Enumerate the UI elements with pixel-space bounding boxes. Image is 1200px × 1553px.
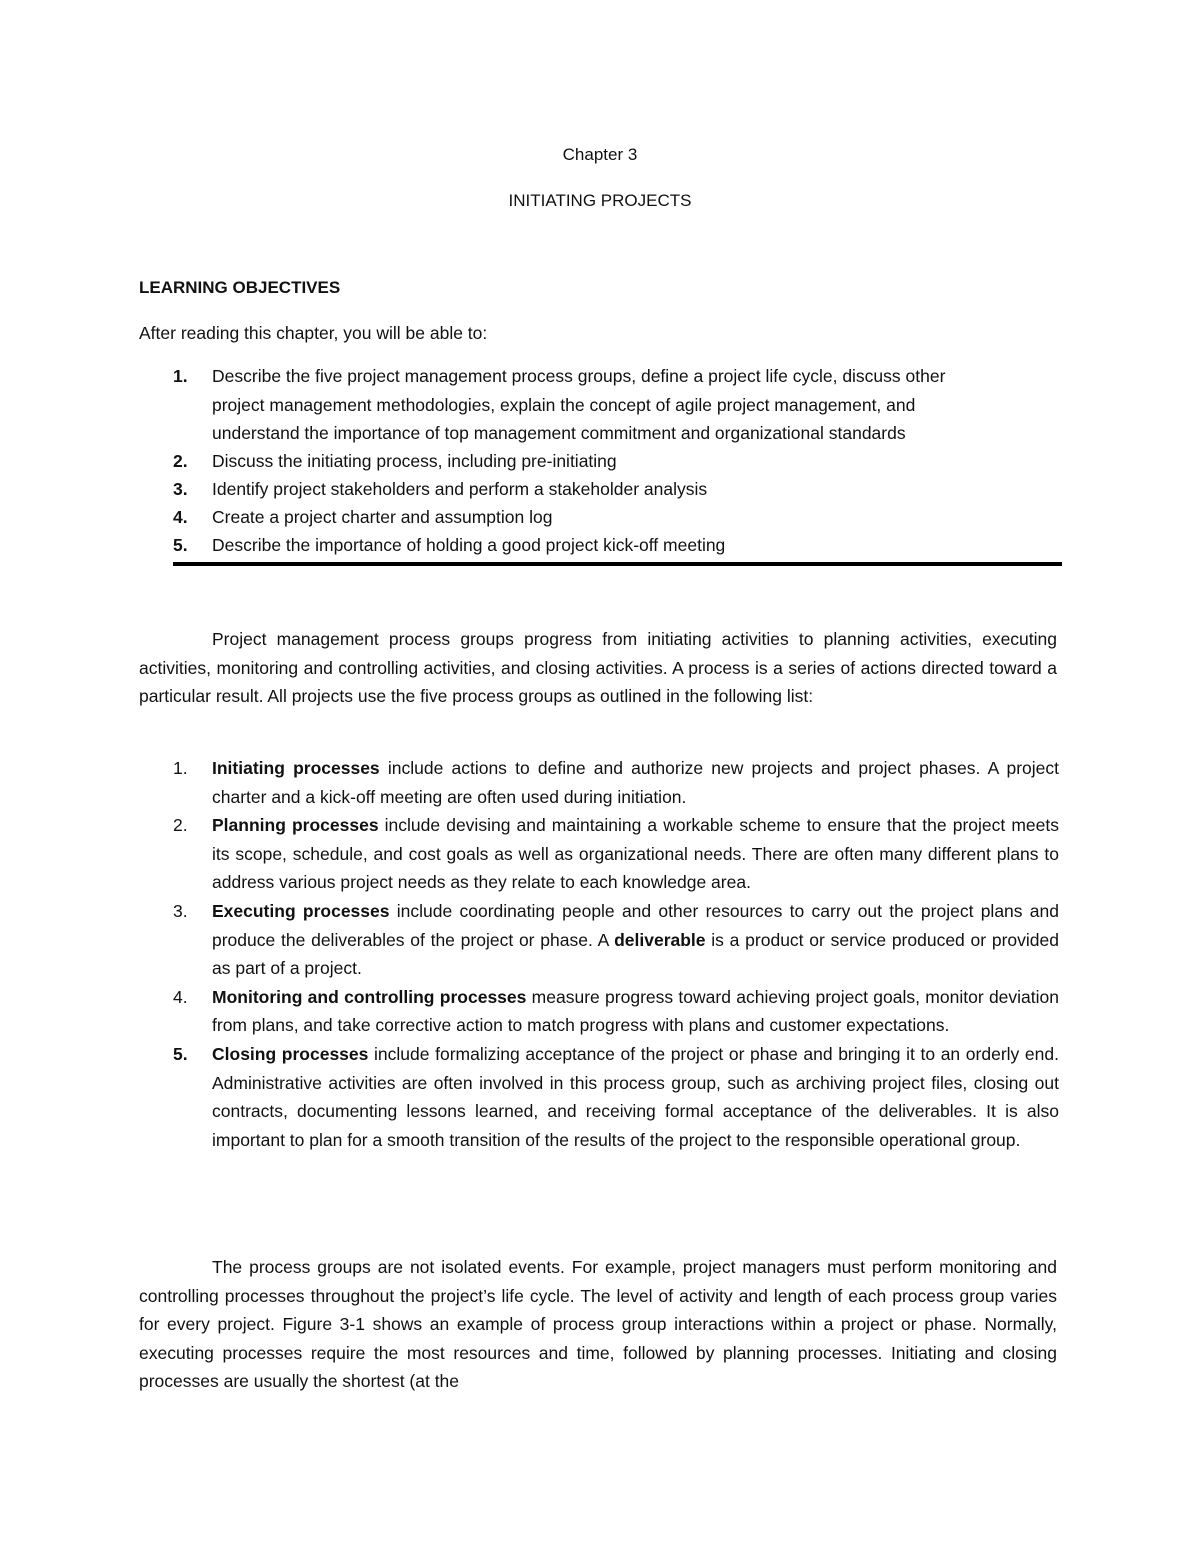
list-number: 1.	[173, 758, 188, 778]
list-number: 3.	[173, 900, 188, 921]
paragraph-text: The process groups are not isolated events. For example, project managers must perform monitoring and controlling processes throughout the project’s life cycle. The level of activity and length of each process group varies for every project. Figure 3-1 shows an example of process group interactions within a project or phase. Normally, executing processes require the most resources and time, followed by planning processes. Initiating and closing processes are usually the shortest (at the	[139, 1257, 1057, 1392]
process-description: include devising and maintaining a workable scheme to ensure that the project meets its scope, schedule, and cost goals as well as organizational needs. There are often many different plans to address various project needs as they relate to each knowledge area.	[212, 815, 1059, 893]
objective-number: 3.	[173, 479, 188, 499]
paragraph-text: Project management process groups progress from initiating activities to planning activities, executing activities, monitoring and controlling activities, and closing activities. A process is a series of actions directed toward a particular result. All projects use the five process groups as outlined in the following list:	[139, 629, 1057, 707]
list-number: 5.	[173, 1043, 188, 1064]
list-item	[173, 983, 1059, 1040]
process-group-list	[173, 754, 1059, 1154]
list-number: 4.	[173, 986, 188, 1007]
process-term: Initiating processes	[212, 758, 380, 778]
body-paragraph	[139, 625, 1057, 711]
process-term: Planning processes	[212, 815, 379, 836]
list-item	[173, 811, 1059, 897]
process-description: include coordinating people and other resources to carry out the project plans and produce the deliverables of the project or phase. A	[212, 900, 1060, 950]
objective-text: Discuss the initiating process, including pre-initiating	[212, 451, 617, 471]
objective-text: Describe the importance of holding a good project kick-off meeting	[212, 535, 726, 555]
objective-text: Create a project charter and assumption log	[212, 507, 553, 527]
objectives-heading: LEARNING OBJECTIVES	[139, 278, 341, 297]
process-term: Monitoring and controlling processes	[212, 986, 527, 1007]
objective-number: 4.	[173, 507, 188, 527]
objective-text-continued: understand the importance of top management commitment and organizational standards	[212, 423, 906, 443]
objective-text: Identify project stakeholders and perform a stakeholder analysis	[212, 479, 708, 499]
objective-text-continued: project management methodologies, explain the concept of agile project management, and	[212, 395, 916, 415]
process-description: measure progress toward achieving project goals, monitor deviation from plans, and take corrective action to match progress with plans and customer expectations.	[212, 986, 1059, 1036]
chapter-title: INITIATING PROJECTS	[508, 191, 692, 210]
list-item	[173, 754, 1059, 811]
defined-term: deliverable	[614, 929, 706, 950]
objective-number: 2.	[173, 451, 188, 471]
section-divider	[173, 562, 1062, 566]
process-description: include actions to define and authorize new projects and project phases. A project charter and a kick-off meeting are often used during initiation.	[212, 758, 1059, 807]
process-description: include formalizing acceptance of the project or phase and bringing it to an orderly end. Administrative activities are often involved in this process group, such as archiving project files, closing out contracts, documenting lessons learned, and receiving formal acceptance of the deliverables. It is also important to plan for a smooth transition of the results of the project to the responsible operational group.	[212, 1043, 1059, 1150]
objective-number: 5.	[173, 535, 188, 555]
process-description-continued: is a product or service produced or provided as part of a project.	[212, 929, 1059, 979]
list-number: 2.	[173, 815, 188, 836]
objective-text: Describe the five project management process groups, define a project life cycle, discuss other	[212, 366, 946, 386]
objective-number: 1.	[173, 366, 188, 386]
list-item	[173, 1040, 1059, 1154]
objectives-intro: After reading this chapter, you will be able to:	[139, 323, 488, 343]
chapter-label: Chapter 3	[562, 145, 638, 164]
process-term: Closing processes	[212, 1043, 369, 1064]
process-term: Executing processes	[212, 900, 390, 921]
body-paragraph	[139, 1253, 1057, 1396]
list-item	[173, 897, 1059, 983]
